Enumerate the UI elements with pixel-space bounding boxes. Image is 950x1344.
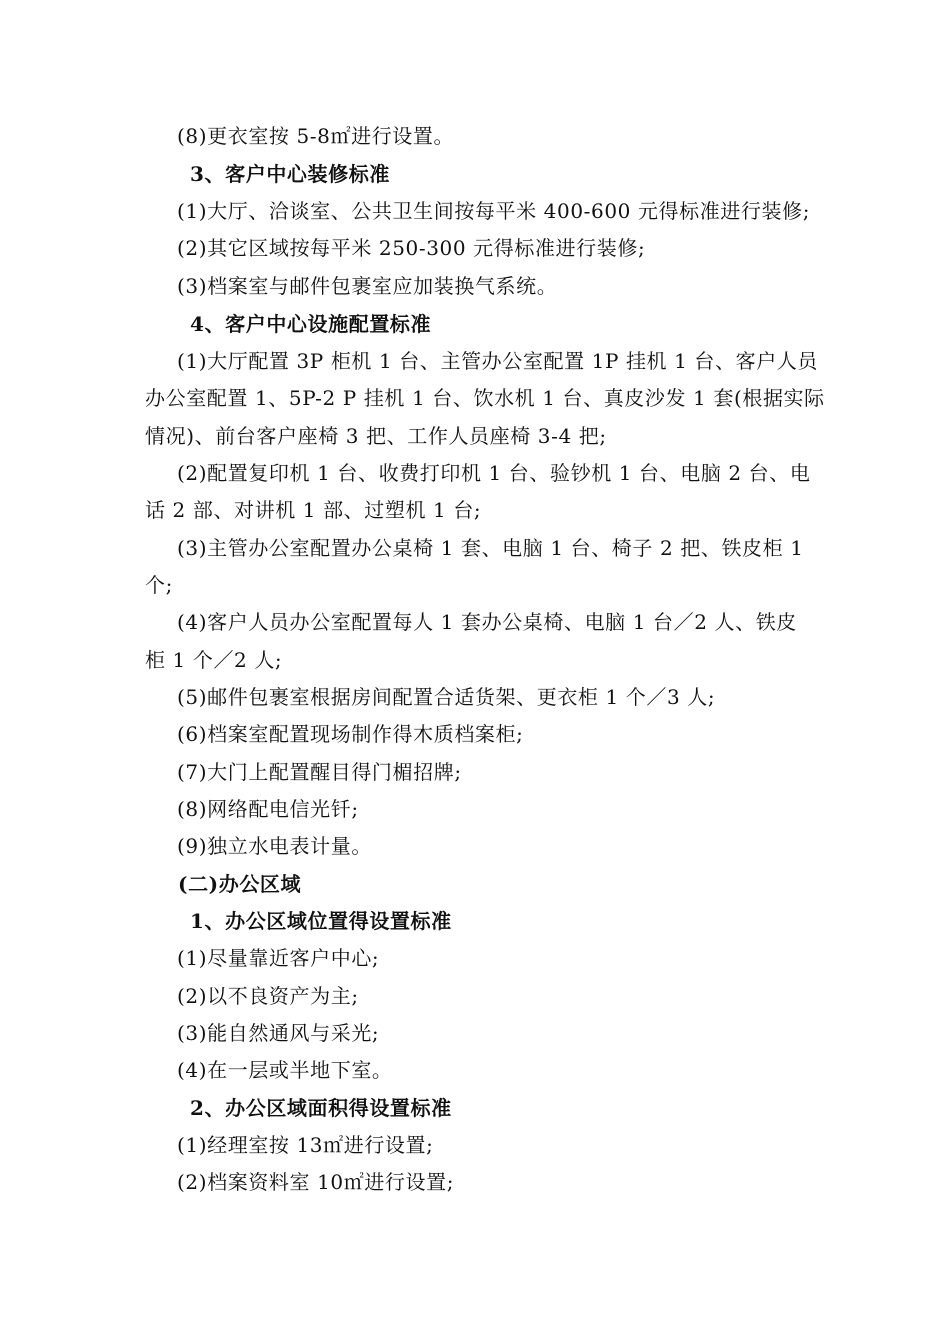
section-heading: 3、客户中心装修标准 xyxy=(190,162,390,186)
section-heading: 4、客户中心设施配置标准 xyxy=(190,312,432,336)
paragraph: (2)其它区域按每平米 250-300 元得标准进行装修; xyxy=(177,236,646,260)
section-heading: (二)办公区域 xyxy=(178,872,302,896)
section-heading: 1、办公区域位置得设置标准 xyxy=(190,909,452,933)
paragraph: (2)档案资料室 10㎡进行设置; xyxy=(177,1170,455,1194)
paragraph: (9)独立水电表计量。 xyxy=(177,834,372,858)
paragraph: (2)配置复印机 1 台、收费打印机 1 台、验钞机 1 台、电脑 2 台、电 xyxy=(177,461,811,485)
paragraph: (1)经理室按 13㎡进行设置; xyxy=(177,1133,434,1157)
paragraph: (8)更衣室按 5-8㎡进行设置。 xyxy=(177,124,455,148)
paragraph: 办公室配置 1、5P-2 P 挂机 1 台、饮水机 1 台、真皮沙发 1 套(根据实际 xyxy=(145,386,825,410)
paragraph: (1)尽量靠近客户中心; xyxy=(177,946,380,970)
paragraph: (6)档案室配置现场制作得木质档案柜; xyxy=(177,722,524,746)
paragraph: 柜 1 个／2 人; xyxy=(145,648,283,672)
paragraph: (4)客户人员办公室配置每人 1 套办公桌椅、电脑 1 台／2 人、铁皮 xyxy=(177,610,797,634)
paragraph: (8)网络配电信光钎; xyxy=(177,797,359,821)
paragraph: (3)主管办公室配置办公桌椅 1 套、电脑 1 台、椅子 2 把、铁皮柜 1 xyxy=(177,536,804,560)
section-heading: 2、办公区域面积得设置标准 xyxy=(190,1096,452,1120)
paragraph: 话 2 部、对讲机 1 部、过塑机 1 台; xyxy=(145,498,482,522)
paragraph: (3)档案室与邮件包裹室应加装换气系统。 xyxy=(177,274,558,298)
paragraph: (7)大门上配置醒目得门楣招牌; xyxy=(177,760,462,784)
paragraph: (5)邮件包裹室根据房间配置合适货架、更衣柜 1 个／3 人; xyxy=(177,685,716,709)
paragraph: (2)以不良资产为主; xyxy=(177,984,359,1008)
paragraph: 个; xyxy=(145,573,173,597)
paragraph: 情况)、前台客户座椅 3 把、工作人员座椅 3-4 把; xyxy=(145,424,607,448)
paragraph: (1)大厅、洽谈室、公共卫生间按每平米 400-600 元得标准进行装修; xyxy=(177,199,811,223)
paragraph: (4)在一层或半地下室。 xyxy=(177,1058,393,1082)
paragraph: (3)能自然通风与采光; xyxy=(177,1021,380,1045)
paragraph: (1)大厅配置 3P 柜机 1 台、主管办公室配置 1P 挂机 1 台、客户人员 xyxy=(177,349,819,373)
